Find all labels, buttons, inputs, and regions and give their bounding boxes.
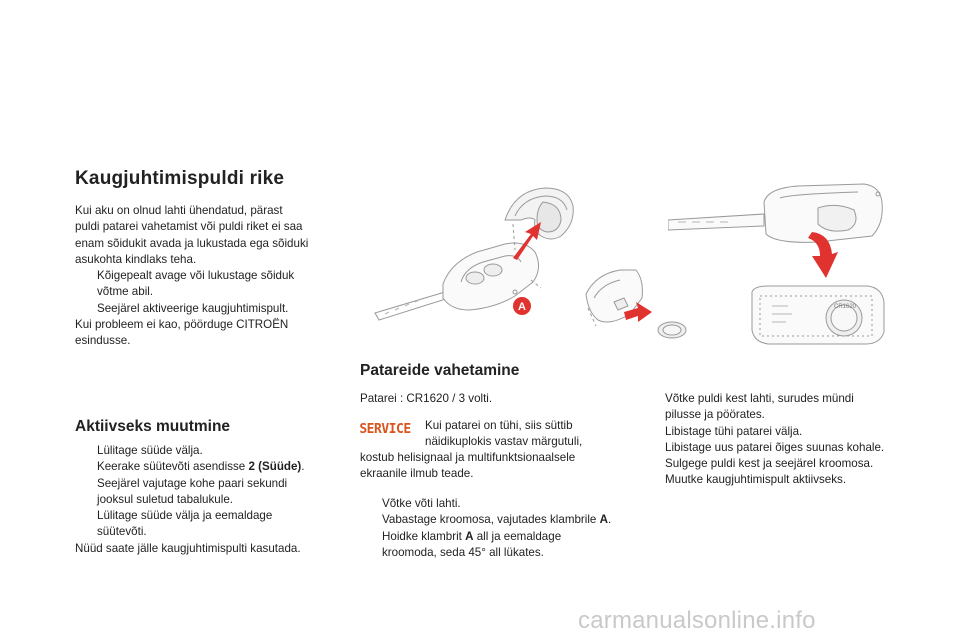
bold-run: 2 (Süüde) [248, 460, 302, 474]
watermark: carmanualsonline.info [578, 607, 816, 634]
battery-step-text [382, 529, 640, 545]
intro-line: asukohta kindlaks teha. [75, 252, 197, 266]
battery-step-item [360, 512, 640, 528]
activation-item-text [97, 459, 360, 475]
activation-section [75, 443, 360, 557]
intro-list-item [75, 301, 345, 317]
down-arrow-icon [800, 228, 850, 284]
battery-step-text: Libistage tühi patarei välja. [665, 424, 803, 438]
activation-list-item [75, 476, 360, 509]
battery-step-item [643, 440, 908, 456]
open-key-illustration [668, 180, 893, 280]
activation-item-text: jooksul suletud tabalukule. [97, 492, 233, 506]
text-run: . [607, 513, 612, 527]
battery-step-item [643, 456, 908, 472]
intro-line: enam sõidukit avada ja lukustada ega sõiduki [75, 236, 309, 250]
service-text-block [425, 418, 582, 451]
text-run: all ja eemaldage [473, 529, 562, 543]
key-fob-cover-illustration [365, 180, 585, 340]
text-run: . [301, 460, 305, 474]
battery-step-text [382, 512, 640, 528]
activation-closing: Nüüd saate jälle kaugjuhtimispulti kasutada. [75, 541, 301, 555]
battery-heading: Patareide vahetamine [360, 362, 520, 379]
activation-item-text: Seejärel vajutage kohe paari sekundi [97, 476, 288, 490]
bold-run: A [599, 513, 608, 527]
marker-a-label: A [518, 301, 526, 313]
battery-step-text: Võtke võti lahti. [382, 497, 461, 510]
battery-step-item [643, 472, 908, 488]
service-text: kostub helisignaal ja multifunktsionaalsele [360, 451, 576, 464]
battery-step-text: Libistage uus patarei õiges suunas kohale. [665, 440, 885, 454]
intro-item-text: Seejärel aktiveerige kaugjuhtimispult. [97, 301, 289, 315]
battery-step-text: Muutke kaugjuhtimispult aktiivseks. [665, 473, 847, 487]
intro-item-text: Kõigepealt avage või lukustage sõiduk [97, 269, 295, 283]
activation-list-item [75, 508, 360, 541]
intro-item-text: võtme abil. [97, 285, 154, 299]
battery-steps-left [360, 496, 640, 561]
service-text-block-cont [360, 450, 620, 483]
battery-spec: Patarei : CR1620 / 3 volti. [360, 392, 493, 405]
text-run: Hoidke klambrit [382, 529, 466, 543]
battery-step-text: Sulgege puldi kest ja seejärel kroomosa. [665, 457, 874, 471]
activation-heading: Aktiivseks muutmine [75, 418, 231, 435]
battery-step-item [360, 529, 640, 562]
service-warning-icon: SERVICE [359, 422, 411, 437]
bold-run: A [465, 529, 474, 543]
battery-step-text: kroomoda, seda 45° all lükates. [382, 545, 544, 559]
activation-list-item [75, 459, 360, 475]
service-text: Kui patarei on tühi, siis süttib [425, 419, 573, 432]
battery-step-item [643, 391, 908, 424]
intro-line: puldi patarei vahetamist või puldi riket ei saa [75, 220, 303, 234]
intro-closing: Kui probleem ei kao, pöörduge CITROËN [75, 318, 289, 332]
activation-item-text: süütevõti. [97, 525, 147, 539]
activation-item-text: Lülitage süüde välja. [97, 444, 203, 457]
service-text: ekraanile ilmub teade. [360, 467, 474, 481]
battery-steps-right [643, 391, 908, 489]
activation-item-text: Lülitage süüde välja ja eemaldage [97, 509, 273, 523]
open-shell-battery-illustration [748, 284, 888, 348]
activation-list-item [75, 443, 360, 459]
intro-line: Kui aku on olnud lahti ühendatud, pärast [75, 204, 283, 217]
battery-step-item [360, 496, 640, 512]
battery-step-text: Võtke puldi kest lahti, surudes mündi [665, 392, 854, 405]
intro-list-item [75, 268, 345, 301]
text-run: Vabastage kroomosa, vajutades klambrile [382, 513, 600, 527]
intro-section [75, 203, 345, 350]
intro-closing: esindusse. [75, 334, 131, 348]
battery-label: CR1620 [834, 304, 857, 310]
page-title: Kaugjuhtimispuldi rike [75, 168, 285, 189]
battery-step-item [643, 424, 908, 440]
battery-insertion-illustration [580, 268, 700, 348]
service-text: näidikuplokis vastav märgutuli, [425, 435, 583, 449]
battery-step-text: pilusse ja pöörates. [665, 408, 765, 422]
text-run: Keerake süütevõti asendisse [97, 460, 249, 474]
